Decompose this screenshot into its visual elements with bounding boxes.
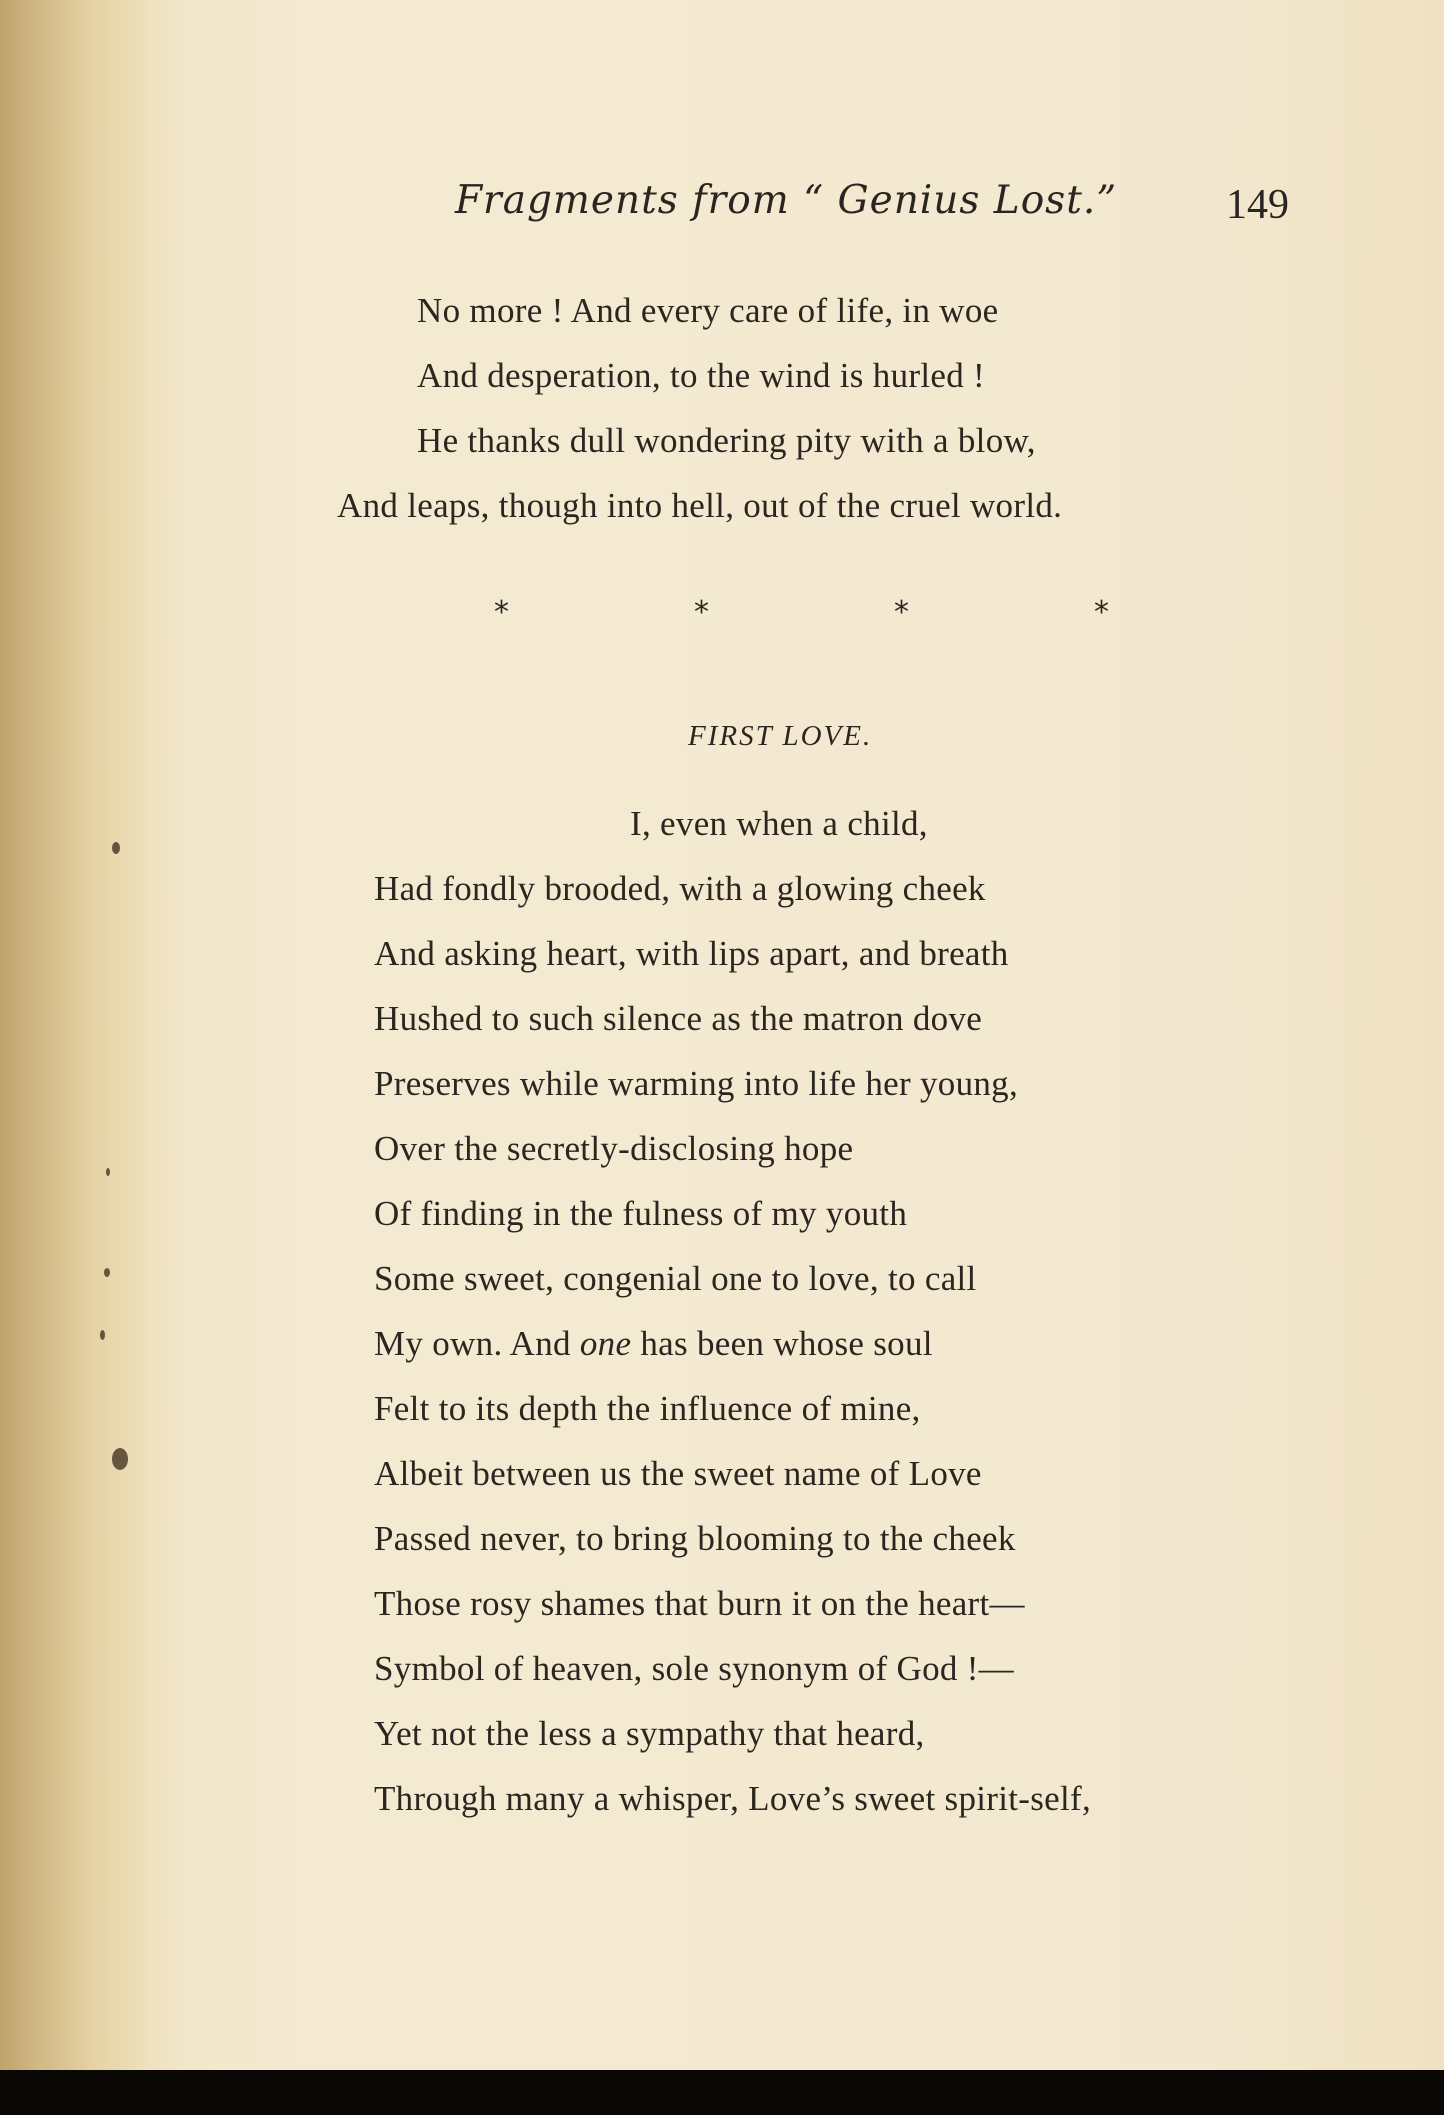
- poem-line: Some sweet, congenial one to love, to call: [374, 1259, 977, 1298]
- ink-spot: [100, 1330, 105, 1340]
- poem-line: And asking heart, with lips apart, and breath: [374, 934, 1009, 973]
- fragment-line: He thanks dull wondering pity with a blow,: [417, 421, 1036, 460]
- ink-spot: [112, 1448, 128, 1470]
- poem-line-part: My own. And: [374, 1324, 571, 1363]
- poem-line: Over the secretly-disclosing hope: [374, 1129, 854, 1168]
- poem-line: Preserves while warming into life her young,: [374, 1064, 1019, 1103]
- poem-line: Albeit between us the sweet name of Love: [374, 1454, 982, 1493]
- poem-line: I, even when a child,: [630, 804, 928, 843]
- scan-bottom-edge: [0, 2070, 1444, 2115]
- poem-title: FIRST LOVE.: [688, 720, 873, 752]
- separator-star: *: [694, 595, 709, 630]
- emphasized-word: one: [579, 1324, 632, 1363]
- ink-spot: [112, 842, 120, 854]
- section-separator: [480, 595, 1120, 635]
- fragment-line: And leaps, though into hell, out of the cruel world.: [337, 486, 1063, 525]
- poem-line: Through many a whisper, Love’s sweet spirit-self,: [374, 1779, 1092, 1818]
- separator-star: *: [494, 595, 509, 630]
- poem-line-part: has been whose soul: [640, 1324, 933, 1363]
- poem-line: Passed never, to bring blooming to the cheek: [374, 1519, 1016, 1558]
- poem-line: Symbol of heaven, sole synonym of God !—: [374, 1649, 1014, 1688]
- ink-spot: [104, 1268, 110, 1277]
- gutter-shadow: [0, 0, 150, 2070]
- poem-line: Hushed to such silence as the matron dove: [374, 999, 983, 1038]
- poem-line: Yet not the less a sympathy that heard,: [374, 1714, 925, 1753]
- separator-star: *: [894, 595, 909, 630]
- running-head: [455, 178, 1289, 238]
- fragment-line: And desperation, to the wind is hurled !: [417, 356, 986, 395]
- poem-line: Felt to its depth the influence of mine,: [374, 1389, 921, 1428]
- poem-line: Had fondly brooded, with a glowing cheek: [374, 869, 986, 908]
- poem-line: [374, 1324, 933, 1364]
- page-number: 149: [1226, 182, 1289, 228]
- fragment-line: No more ! And every care of life, in woe: [417, 291, 999, 330]
- poem-line: Of finding in the fulness of my youth: [374, 1194, 908, 1233]
- ink-spot: [106, 1168, 110, 1176]
- running-title: Fragments from “ Genius Lost.”: [455, 178, 1118, 223]
- poem-line: Those rosy shames that burn it on the heart—: [374, 1584, 1025, 1623]
- separator-star: *: [1094, 595, 1109, 630]
